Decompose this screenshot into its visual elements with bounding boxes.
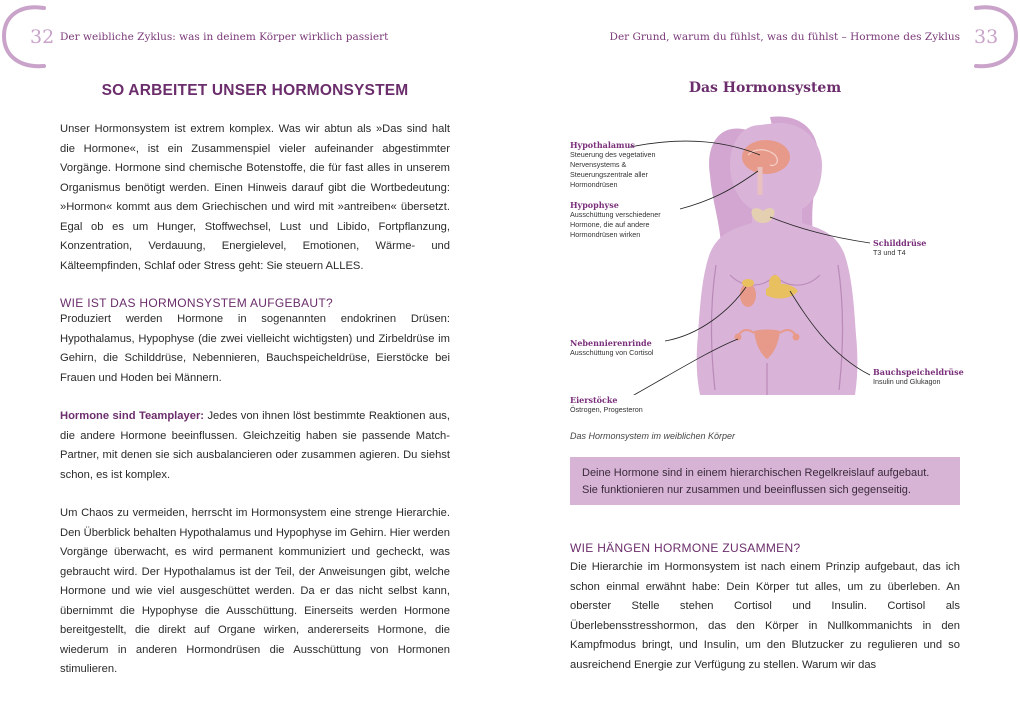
label-bauchspeicheldruese: Bauchspeicheldrüse Insulin und Glukagon bbox=[873, 367, 964, 386]
intro-paragraph: Unser Hormonsystem ist extrem komplex. Was wir abtun als »Das sind halt die Hormone«, ist ein Zusammenspiel vieler aufeinander abgestimmter Vorgänge. Hormone sind chemische Botenstoffe, die für fast alles in unserem Organismus benötigt werden. Einen Hinweis darauf gibt die Wortbedeutung: »Hormon« kommt aus dem Griechischen und wird mit »antreiben« übersetzt. Egal ob es um Hunger, Stoffwechsel, Lust und Libido, Fortpflanzung, Konzentration, Verdauung, Energielevel, Emotionen, Wärme- und Kälteempfinden, Schlaf oder Stress geht: Sie steuern ALLES. bbox=[60, 123, 450, 272]
running-head-right: Der Grund, warum du fühlst, was du fühlst – Hormone des Zyklus bbox=[609, 31, 960, 43]
page-number-text: 32 bbox=[30, 26, 55, 48]
label-hypothalamus: Hypothalamus Steuerung des vegetativen Nervensystems & Steuerungszentrale aller Hormondrüsen bbox=[570, 140, 656, 189]
teamplayer-paragraph bbox=[60, 407, 450, 485]
diagram-title: Das Hormonsystem bbox=[688, 80, 842, 96]
label-schilddruese: Schilddrüse T3 und T4 bbox=[873, 238, 927, 257]
page-number-left bbox=[0, 2, 56, 72]
ovary-organ bbox=[793, 334, 800, 341]
teamplayer-text: Jedes von ihnen löst bestimmte Reaktionen aus, die andere Hormone beeinflussen. Gleichzeitig haben sie passende Match-Partner, mit denen sie sich ausbalancieren oder zusammen agieren. Du siehst schon, es ist komplex. bbox=[60, 410, 450, 481]
brain-organ bbox=[742, 140, 790, 174]
teamplayer-label: Hormone sind Teamplayer: bbox=[60, 410, 205, 422]
section-heading-right: WIE HÄNGEN HORMONE ZUSAMMEN? bbox=[570, 541, 801, 555]
left-column bbox=[60, 70, 450, 680]
section-paragraph-right: Die Hierarchie im Hormonsystem ist nach einem Prinzip aufgebaut, das ich schon einmal erwähnt habe: Dein Körper tut alles, um zu überleben. An oberster Stelle stehen Cortisol und Insulin. Cortisol als Überlebensstresshormon, das den Körper in Nullkommanichts in den Kampfmodus bringt, und Insulin, um den Blutzucker zu regulieren und so ausreichend Energie zur Verfügung zu stellen. Warum wir das bbox=[570, 561, 960, 671]
section-paragraph: Produziert werden Hormone in sogenannten endokrinen Drüsen: Hypothalamus, Hypophyse (die zwei vielleicht wichtigsten) und Zirbeldrüse im Gehirn, die Schilddrüse, Nebennieren, Bauchspeicheldrüse, Eierstöcke bei Frauen und Hoden bei Männern. bbox=[60, 313, 450, 384]
diagram-caption: Das Hormonsystem im weiblichen Körper bbox=[570, 431, 736, 441]
running-head-left: Der weibliche Zyklus: was in deinem Körper wirklich passiert bbox=[60, 31, 389, 43]
page-number-right bbox=[964, 2, 1020, 72]
page-number-text: 33 bbox=[974, 26, 999, 48]
hierarchy-paragraph: Um Chaos zu vermeiden, herrscht im Hormonsystem eine strenge Hierarchie. Den Überblick behalten Hypothalamus und Hypophyse im Gehirn. Hier werden Vorgänge überwacht, es wird permanent kommuniziert und gecheckt, was gebraucht wird. Der Hypothalamus ist der Teil, der Anweisungen gibt, welche Hormone und wie viel ausgeschüttet werden. Da er das nicht selbst kann, übernimmt die Hypophyse die Ausschüttung. Einerseits werden Hormone bereitgestellt, die direkt auf Organe wirken, andererseits Hormone, die wiederum in anderen Hormondrüsen die Ausschüttung von Hormonen stimulieren. bbox=[60, 507, 450, 675]
label-eierstoecke: Eierstöcke Östrogen, Progesteron bbox=[570, 395, 643, 414]
label-hypophyse: Hypophyse Ausschüttung verschiedener Hormone, die auf andere Hormondrüsen wirken bbox=[570, 200, 661, 239]
pancreas-head bbox=[769, 275, 781, 291]
label-nebennierenrinde: Nebennierenrinde Ausschüttung von Cortisol bbox=[570, 338, 654, 357]
ovary-organ bbox=[735, 334, 742, 341]
highlight-box: Deine Hormone sind in einem hierarchischen Regelkreislauf aufgebaut. Sie funktionieren nur zusammen und beeinflussen sich gegenseitig. bbox=[570, 457, 960, 505]
page-title: SO ARBEITET UNSER HORMONSYSTEM bbox=[101, 82, 409, 99]
section-heading: WIE IST DAS HORMONSYSTEM AUFGEBAUT? bbox=[60, 296, 333, 310]
adrenal-gland bbox=[742, 279, 754, 287]
